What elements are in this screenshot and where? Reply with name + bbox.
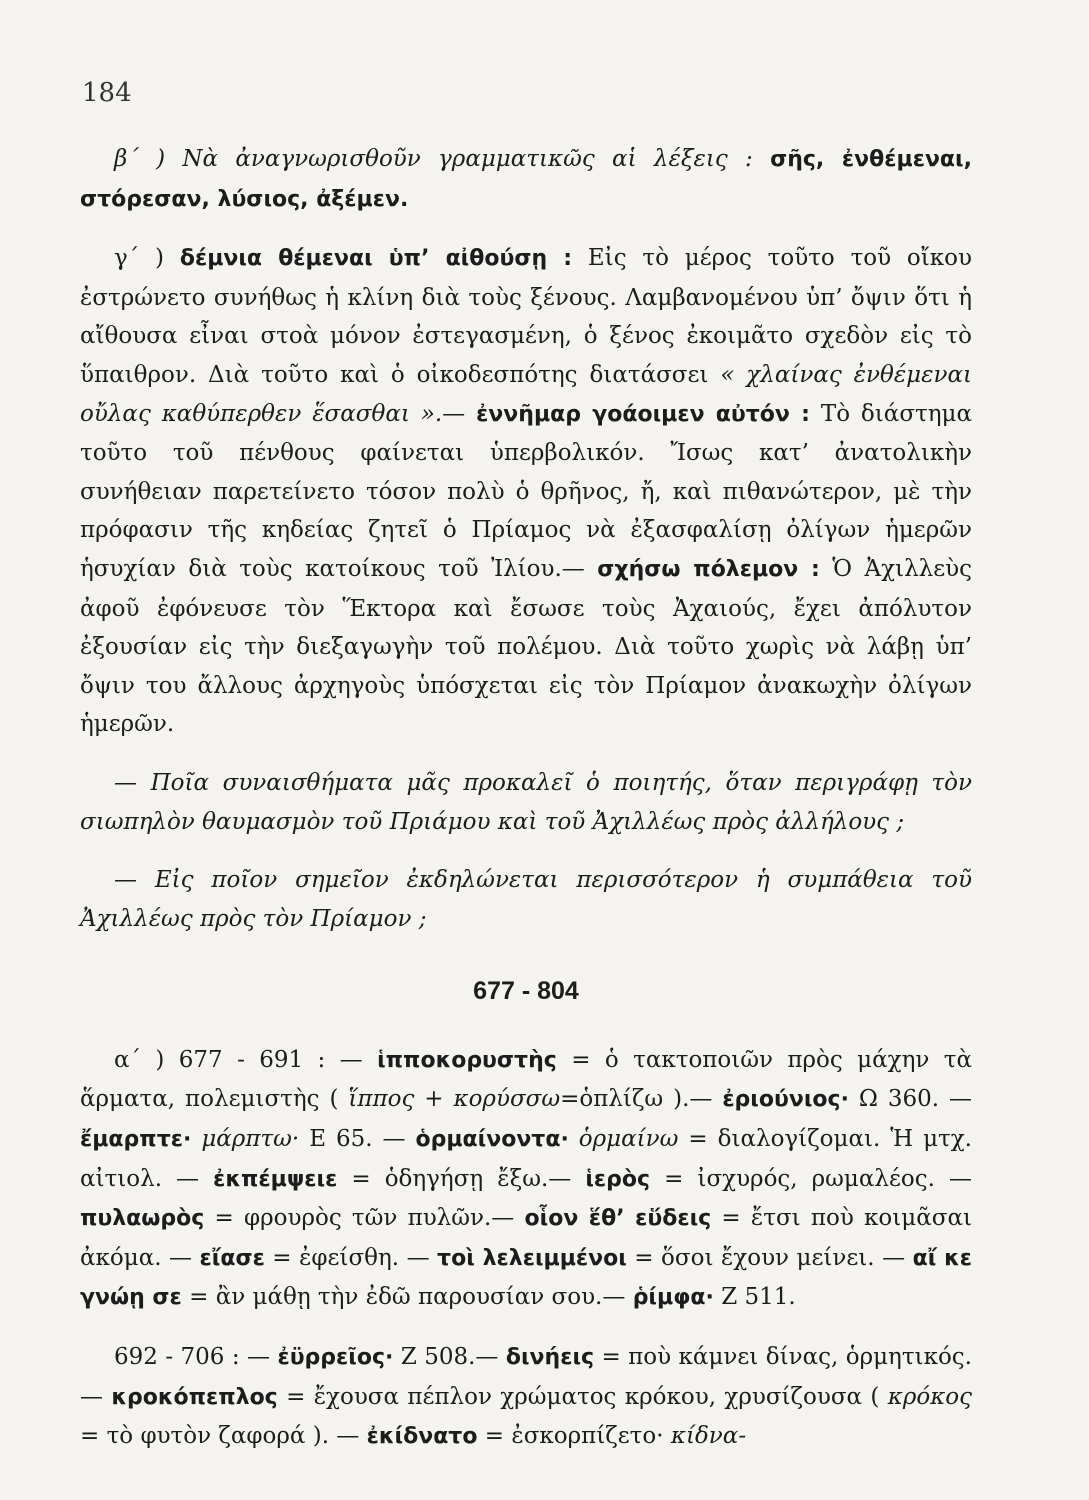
lemma-term: ἐριούνιος· xyxy=(722,1087,849,1113)
text-run: = ὅσοι ἔχουν μείνει. — xyxy=(626,1244,913,1271)
lemma-term: σχήσω πόλεμον : xyxy=(597,556,820,582)
body-text xyxy=(80,140,972,1457)
text-run: = ὁδηγήσῃ ἔξω.— xyxy=(337,1165,586,1192)
text-run: = ποὺ κάμνει δίνας, ὁρμητικός.— xyxy=(80,1344,972,1410)
italic-text: — Ποῖα συναισθήματα μᾶς προκαλεῖ ὁ ποιητής, ὅταν περιγράφῃ τὸν σιωπηλὸν θαυμασμὸν τοῦ Πριάμου καὶ τοῦ Ἀχιλλέως πρὸς ἀλλήλους ; xyxy=(80,769,972,835)
lemma-term: δινήεις xyxy=(505,1345,595,1371)
section-heading: 677 - 804 xyxy=(473,977,579,1006)
question-2 xyxy=(80,861,972,938)
glossary-692-706 xyxy=(80,1338,972,1457)
lemma-term: εἴασε xyxy=(199,1245,265,1271)
italic-text: κρόκος xyxy=(887,1383,973,1410)
text-run: 692 - 706 : — xyxy=(114,1344,278,1371)
page-number: 184 xyxy=(82,78,132,108)
italic-text: — Εἰς ποῖον σημεῖον ἐκδηλώνεται περισσότερον ἡ συμπάθεια τοῦ Ἀχιλλέως πρὸς τὸν Πρίαμον ; xyxy=(80,867,972,932)
text-run: = ἐσκορπίζετο· xyxy=(477,1423,671,1450)
text-run: α΄ ) 677 - 691 : — xyxy=(114,1046,378,1073)
lemma-term: αἴ κε γνώῃ σε xyxy=(80,1245,972,1311)
lemma-term: ἱερὸς xyxy=(585,1166,651,1192)
text-run xyxy=(191,1126,201,1152)
lemma-term: ὁρμαίνοντα· xyxy=(415,1127,569,1153)
text-run: = ἔτσι ποὺ κοιμᾶσαι ἀκόμα. — xyxy=(80,1205,972,1271)
lemma-term: οἷον ἕθ’ εὕδεις xyxy=(524,1206,712,1232)
lemma-term: ἐκίδνατο xyxy=(366,1424,478,1450)
text-run: Ὁ Ἀχιλλεὺς ἀφοῦ ἐφόνευσε τὸν Ἕκτορα καὶ ἔσωσε τοὺς Ἀχαιούς, ἔχει ἀπόλυτον ἐξουσίαν εἰς τὴν διεξαγωγὴν τοῦ πολέμου. Διὰ τοῦτο χωρὶς νὰ λάβῃ ὑπ’ ὄψιν του ἄλλους ἀρχηγοὺς ὑπόσχεται εἰς τὸν Πρίαμον ἀνακωχὴν ὀλίγων ἡμερῶν. xyxy=(80,555,973,738)
italic-text: ὁρμαίνω xyxy=(578,1126,679,1153)
lemma-term: πυλαωρὸς xyxy=(80,1206,205,1232)
text-run: =ὁπλίζω ).— xyxy=(560,1086,723,1113)
exercise-c-commentary xyxy=(80,239,972,744)
text-run: = ἐφείσθη. — xyxy=(264,1244,438,1271)
lemma-term: ἱπποκορυστὴς xyxy=(377,1047,557,1073)
italic-text: μάρπτω· xyxy=(201,1126,300,1153)
glossary-677-691 xyxy=(80,1041,972,1318)
lemma-term: ἐκπέμψειε xyxy=(213,1166,338,1192)
text-run: = φρουρὸς τῶν πυλῶν.— xyxy=(204,1205,525,1232)
text-run: = ἂν μάθῃ τὴν ἐδῶ παρουσίαν σου.— xyxy=(181,1284,633,1311)
text-run: = τὸ φυτὸν ζαφορά ). — xyxy=(80,1423,367,1450)
lemma-term: ἔμαρπτε· xyxy=(80,1127,192,1153)
text-run: Ε 65. — xyxy=(299,1126,416,1153)
exercise-b xyxy=(80,140,972,219)
italic-text: κίδνα- xyxy=(670,1423,747,1450)
text-run: = ἰσχυρός, ρωμαλέος. — xyxy=(650,1165,972,1192)
text-run: Εἰς τὸ μέρος τοῦτο τοῦ οἴκου ἐστρώνετο συνήθως ἡ κλίνη διὰ τοὺς ξένους. Λαμβανομένου ὑπ’ ὄψιν ὅτι ἡ αἴθουσα εἶναι στοὰ μόνον ἐστεγασμένη, ὁ ξένος ἐκοιμᾶτο σχεδὸν εἰς τὸ ὕπαιθρον. Διὰ τοῦτο καὶ ὁ οἰκοδεσπότης διατάσσει xyxy=(80,245,973,388)
text-run: Ζ 511. xyxy=(713,1284,796,1311)
text-run: = ἔχουσα πέπλον χρώματος κρόκου, χρυσίζουσα ( xyxy=(277,1383,888,1410)
text-run: Τὸ διάστημα τοῦτο τοῦ πένθους φαίνεται ὑπερβολικόν. Ἴσως κατ’ ἀνατολικὴν συνήθειαν παρετείνετο τόσον πολὺ ὁ θρῆνος, ἤ, καὶ πιθανώτερον, μὲ τὴν πρόφασιν τῆς κηδείας ζητεῖ ὁ Πρίαμος νὰ ἐξασφαλίσῃ ὀλίγων ἡμερῶν ἡσυχίαν διὰ τοὺς κατοίκους τοῦ Ἰλίου.— xyxy=(80,400,973,582)
lemma-term: ἐϋρρεῖος· xyxy=(277,1345,394,1371)
lemma-term: κροκόπεπλος xyxy=(111,1384,278,1410)
lemma-term: τοὶ λελειμμένοι xyxy=(437,1245,627,1271)
lemma-term: ῥίμφα· xyxy=(632,1285,714,1311)
text-run: = ὁ τακτοποιῶν πρὸς μάχην τὰ ἅρματα, πολεμιστὴς ( xyxy=(80,1046,972,1113)
text-run: = διαλογίζομαι. Ἡ μτχ. αἰτιολ. — xyxy=(80,1126,972,1192)
italic-text: « χλαίνας ἐνθέμεναι οὔλας καθύπερθεν ἕσασθαι ». xyxy=(80,361,972,427)
text-run: — xyxy=(442,400,477,427)
text-run: Ζ 508.— xyxy=(393,1344,506,1371)
question-1 xyxy=(80,764,972,841)
text-run xyxy=(569,1126,579,1152)
lemma-term: ἐννῆμαρ γοάοιμεν αὐτόν : xyxy=(476,401,810,427)
italic-text: β΄ ) Νὰ ἀναγνωρισθοῦν γραμματικῶς αἱ λέξεις : xyxy=(114,146,771,172)
italic-text: ἵππος + κορύσσω xyxy=(348,1086,561,1113)
lemma-term: σῆς, ἐνθέμεναι, στόρεσαν, λύσιος, ἀξέμεν. xyxy=(80,147,972,212)
text-run: γ΄ ) xyxy=(114,245,180,272)
lemma-term: δέμνια θέμεναι ὑπ’ αἰθούσῃ : xyxy=(179,246,573,272)
text-run: Ω 360. — xyxy=(848,1086,973,1113)
